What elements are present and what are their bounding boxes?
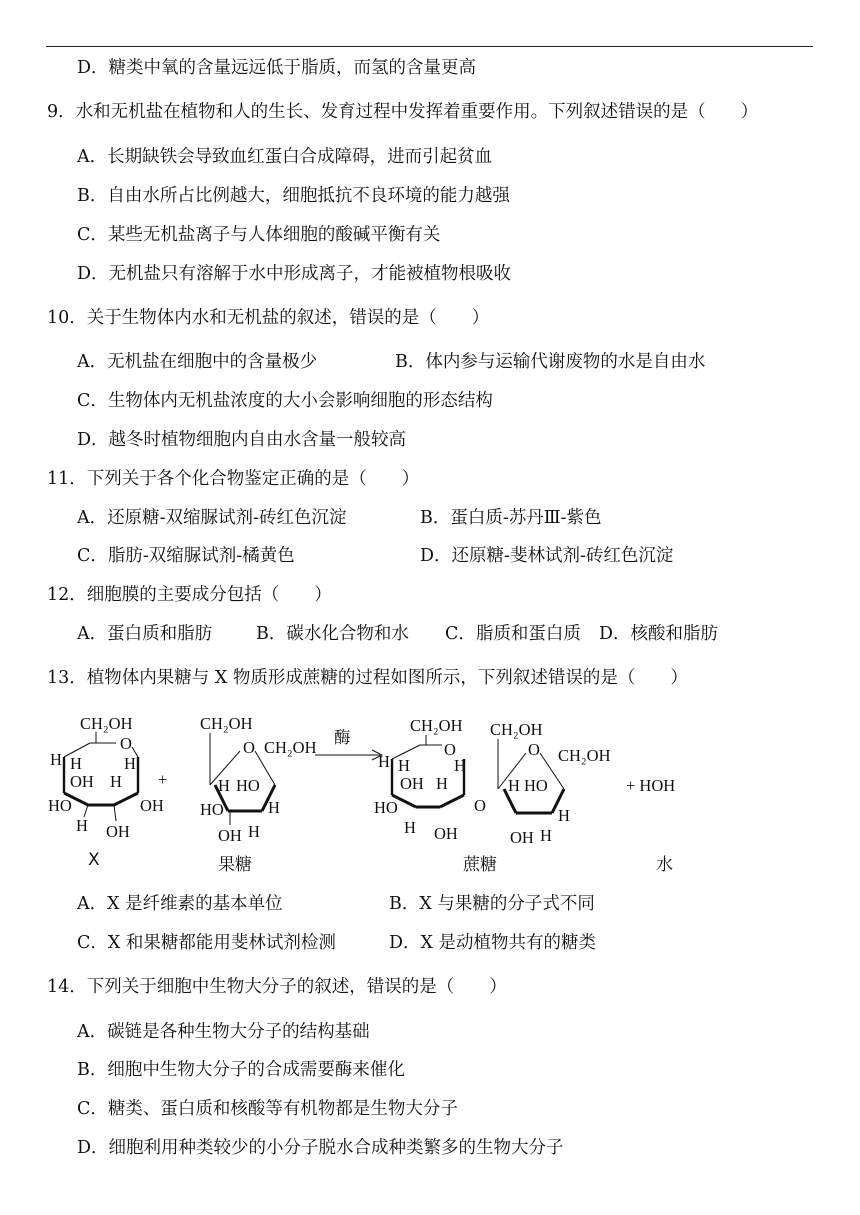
q14-option-b: B．细胞中生物大分子的合成需要酶来催化 xyxy=(77,1060,405,1080)
x-h-1: H xyxy=(50,750,62,769)
reaction-arrow xyxy=(315,728,382,760)
sucrose-h-8: H xyxy=(540,826,552,845)
q9-stem: 9．水和无机盐在植物和人的生长、发育过程中发挥着重要作用。下列叙述错误的是（ ） xyxy=(47,102,759,122)
sucrose-ch2oh-2: CH₂OH xyxy=(490,720,543,739)
sucrose-oh-1: OH xyxy=(400,774,424,793)
sucrose-reaction-figure xyxy=(40,705,720,855)
enzyme-label: 酶 xyxy=(334,728,351,747)
q12-stem: 12．细胞膜的主要成分包括（ ） xyxy=(47,585,332,605)
q12-option-a: A．蛋白质和脂肪 xyxy=(77,624,213,644)
q14-option-a: A．碳链是各种生物大分子的结构基础 xyxy=(77,1022,370,1042)
sucrose-ho-2: HO xyxy=(524,776,548,795)
q8-option-d: D．糖类中氧的含量远远低于脂质，而氢的含量更高 xyxy=(77,58,477,78)
plus-sign: + xyxy=(158,770,168,789)
figure-label-water: 水 xyxy=(656,855,673,875)
figure-label-sucrose: 蔗糖 xyxy=(463,855,497,875)
sucrose-h-7: H xyxy=(558,806,570,825)
q10-option-a: A．无机盐在细胞中的含量极少 xyxy=(77,352,318,372)
header-rule xyxy=(46,46,813,47)
x-h-2: H xyxy=(70,754,82,773)
q13-option-b: B．X 与果糖的分子式不同 xyxy=(389,894,595,914)
q14-option-c: C．糖类、蛋白质和核酸等有机物都是生物大分子 xyxy=(77,1099,458,1119)
sucrose-h-6: H xyxy=(508,776,520,795)
fructose-h-1: H xyxy=(218,776,230,795)
q13-option-c: C．X 和果糖都能用斐林试剂检测 xyxy=(77,933,336,953)
sucrose-ch2oh-3: CH₂OH xyxy=(558,746,611,765)
q11-stem: 11．下列关于各个化合物鉴定正确的是（ ） xyxy=(47,469,420,489)
q9-option-c: C．某些无机盐离子与人体细胞的酸碱平衡有关 xyxy=(77,225,441,245)
fructose-ho-2: HO xyxy=(200,800,224,819)
x-h-4: H xyxy=(124,754,136,773)
q11-option-c: C．脂肪-双缩脲试剂-橘黄色 xyxy=(77,546,295,566)
sucrose-oh-2: OH xyxy=(434,824,458,843)
sucrose-h-2: H xyxy=(398,756,410,775)
sucrose-h-4: H xyxy=(454,756,466,775)
q12-option-c: C．脂质和蛋白质 xyxy=(445,624,581,644)
q12-option-b: B．碳水化合物和水 xyxy=(256,624,409,644)
x-ch2oh: CH₂OH xyxy=(80,714,133,733)
fructose-h-3: H xyxy=(248,822,260,841)
q13-stem: 13．植物体内果糖与 X 物质形成蔗糖的过程如图所示，下列叙述错误的是（ ） xyxy=(47,668,688,688)
q11-option-a: A．还原糖-双缩脲试剂-砖红色沉淀 xyxy=(77,508,347,528)
sucrose-link-o: O xyxy=(474,796,486,815)
q10-option-d: D．越冬时植物细胞内自由水含量一般较高 xyxy=(77,430,407,450)
q13-option-a: A．X 是纤维素的基本单位 xyxy=(77,894,283,914)
sucrose-h-5: H xyxy=(404,818,416,837)
x-oh-3: OH xyxy=(106,822,130,841)
q12-option-d: D．核酸和脂肪 xyxy=(599,624,719,644)
sucrose-h-1: H xyxy=(378,752,390,771)
q10-stem: 10．关于生物体内水和无机盐的叙述，错误的是（ ） xyxy=(47,308,490,328)
q10-option-c: C．生物体内无机盐浓度的大小会影响细胞的形态结构 xyxy=(77,391,493,411)
glucose-structure xyxy=(48,714,164,841)
fructose-structure xyxy=(200,714,317,845)
q9-option-d: D．无机盐只有溶解于水中形成离子，才能被植物根吸收 xyxy=(77,264,512,284)
fructose-ho-1: HO xyxy=(236,776,260,795)
sucrose-structure xyxy=(374,716,611,847)
x-oh-2: OH xyxy=(140,796,164,815)
sucrose-fru-o: O xyxy=(528,740,540,759)
fructose-ch2oh-1: CH₂OH xyxy=(200,714,253,733)
sucrose-h-3: H xyxy=(436,774,448,793)
q14-stem: 14．下列关于细胞中生物大分子的叙述，错误的是（ ） xyxy=(47,977,507,997)
x-oh-1: OH xyxy=(70,772,94,791)
figure-label-fructose: 果糖 xyxy=(218,855,252,875)
fructose-ring-o: O xyxy=(243,738,255,757)
sucrose-glc-o: O xyxy=(444,740,456,759)
x-h-5: H xyxy=(76,816,88,835)
fructose-oh: OH xyxy=(218,826,242,845)
q11-option-b: B．蛋白质-苏丹Ⅲ-紫色 xyxy=(420,508,602,528)
figure-label-x: X xyxy=(88,850,100,870)
fructose-ch2oh-2: CH₂OH xyxy=(264,738,317,757)
q10-option-b: B．体内参与运输代谢废物的水是自由水 xyxy=(395,352,706,372)
x-h-3: H xyxy=(110,772,122,791)
fructose-h-2: H xyxy=(268,798,280,817)
x-ring-o: O xyxy=(120,734,132,753)
q9-option-b: B．自由水所占比例越大，细胞抵抗不良环境的能力越强 xyxy=(77,186,510,206)
sucrose-ch2oh-1: CH₂OH xyxy=(410,716,463,735)
q9-option-a: A．长期缺铁会导致血红蛋白合成障碍，进而引起贫血 xyxy=(77,147,493,167)
q14-option-d: D．细胞利用种类较少的小分子脱水合成种类繁多的生物大分子 xyxy=(77,1138,564,1158)
x-ho: HO xyxy=(48,796,72,815)
water-product: + HOH xyxy=(626,776,676,795)
sucrose-oh-3: OH xyxy=(510,828,534,847)
sucrose-ho-1: HO xyxy=(374,798,398,817)
q11-option-d: D．还原糖-斐林试剂-砖红色沉淀 xyxy=(420,546,674,566)
q13-option-d: D．X 是动植物共有的糖类 xyxy=(389,933,597,953)
